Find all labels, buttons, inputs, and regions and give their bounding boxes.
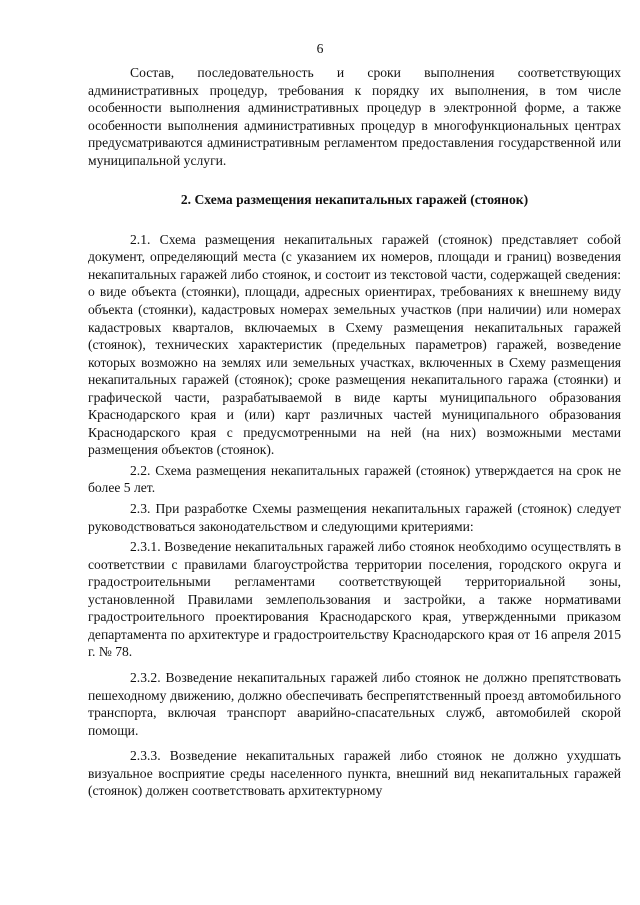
paragraph-2-3: 2.3. При разработке Схемы размещения некапитальных гаражей (стоянок) следует руководствоваться законодательством и следующими критериями: bbox=[88, 501, 621, 534]
document-body bbox=[88, 64, 621, 800]
paragraph-2-3-3: 2.3.3. Возведение некапитальных гаражей либо стоянок не должно ухудшать визуальное восприятие среды населенного пункта, внешний вид некапитальных гаражей (стоянок) должен соответствовать архитектурному bbox=[88, 748, 621, 799]
page-number: 6 bbox=[316, 41, 324, 56]
intro-paragraph: Состав, последовательность и сроки выполнения соответствующих административных процедур, требования к порядку их выполнения, в том числе особенности выполнения административных процедур в электронной форме, а также особенности выполнения административных процедур в многофункциональных центрах предусматриваются административным регламентом предоставления государственной или муниципальной услуги. bbox=[88, 65, 621, 168]
paragraph-2-2: 2.2. Схема размещения некапитальных гаражей (стоянок) утверждается на срок не более 5 лет. bbox=[88, 462, 621, 496]
paragraph-2-3-2: 2.3.2. Возведение некапитальных гаражей либо стоянок не должно препятствовать пешеходному движению, должно обеспечивать беспрепятственный проезд автомобильного транспорта, включая транспорт аварийно-спасательных служб, автомобилей скорой помощи. bbox=[88, 669, 621, 738]
paragraph-2-3-1: 2.3.1. Возведение некапитальных гаражей либо стоянок необходимо осуществлять в соответствии с правилами благоустройства территории поселения, городского округа и градостроительными регламентами соответствующей территориальной зоны, установленной Правилами землепользования и застройки, а также нормативами градостроительного проектирования Краснодарского края, утвержденными приказом департамента по архитектуре и градостроительству Краснодарского края от 16 апреля 2015 г. № 78. bbox=[88, 539, 621, 660]
paragraph-2-1: 2.1. Схема размещения некапитальных гаражей (стоянок) представляет собой документ, определяющий места (с указанием их номеров, площади и границ) возведения некапитальных гаражей либо стоянок, и состоит из текстовой части, содержащей сведения: о виде объекта (стоянки), площади, адресных ориентирах, требованиях к внешнему виду объекта (стоянки), кадастровых номерах земельных участков (при наличии) или номерах кадастровых кварталов, включаемых в Схему размещения некапитальных гаражей (стоянок), технических характеристик (предельных параметров) гаражей, возведение которых возможно на землях или земельных участках, включенных в Схему размещения некапитальных гаражей (стоянок); сроке размещения некапитального гаража (стоянки) и графической части, разрабатываемой в виде карты муниципального образования Краснодарского края и (или) карт различных частей муниципального образования Краснодарского края с предусмотренными на ней (на них) возможными местами размещения объектов (стоянок). bbox=[88, 231, 621, 458]
section-title: 2. Схема размещения некапитальных гаражей (стоянок) bbox=[180, 192, 529, 208]
